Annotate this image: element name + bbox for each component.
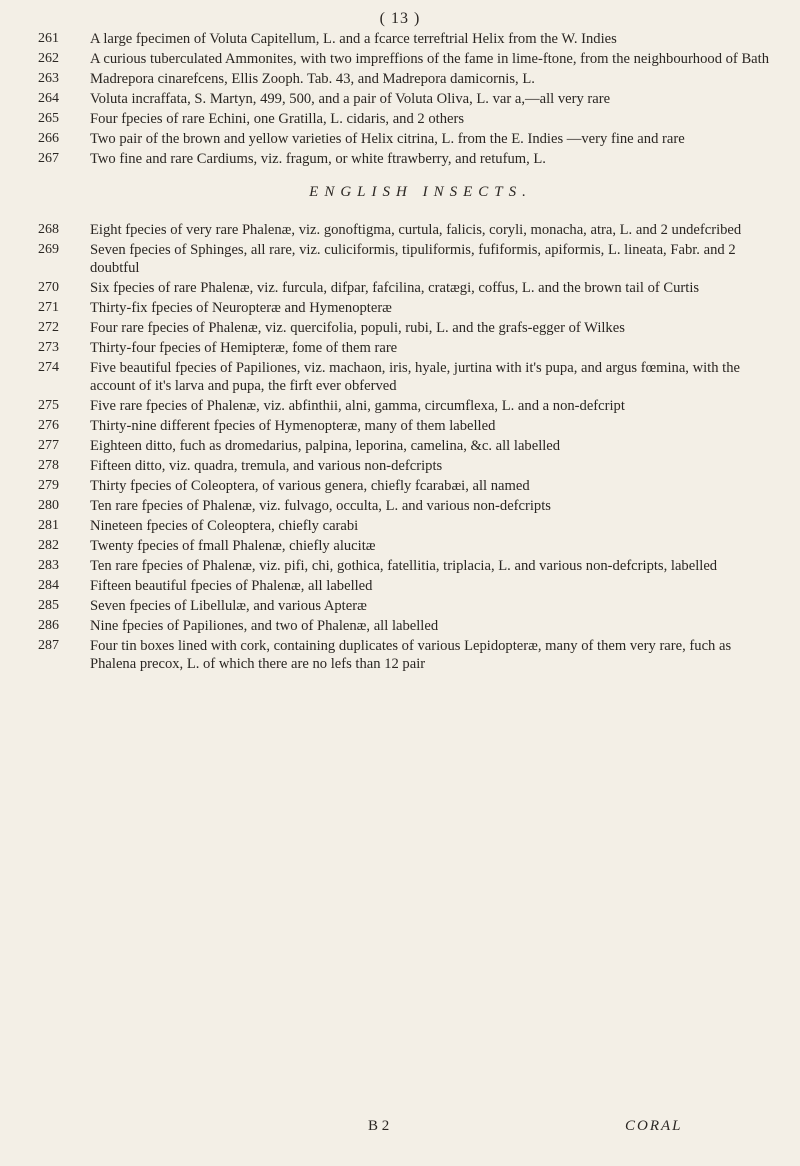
lot-description: Seven fpecies of Sphinges, all rare, viz. culiciformis, tipuliformis, fufiformis, apiformis, L. lineata, Fabr. and 2 doubtful: [90, 242, 736, 276]
lot-number: 275: [38, 398, 59, 413]
lot-entry: [38, 221, 773, 239]
lot-description: Four rare fpecies of Phalenæ, viz. quercifolia, populi, rubi, L. and the grafs-egger of Wilkes: [90, 320, 625, 336]
lot-number: 278: [38, 458, 59, 473]
lot-description: Four fpecies of rare Echini, one Gratilla, L. cidaris, and 2 others: [90, 111, 465, 127]
lot-number: 264: [38, 91, 59, 106]
lot-entry: [38, 477, 773, 495]
lot-number: 282: [38, 538, 59, 553]
lot-description: Thirty-nine different fpecies of Hymenopteræ, many of them labelled: [90, 418, 496, 434]
lot-description: Seven fpecies of Libellulæ, and various Apteræ: [90, 598, 367, 614]
section-heading: ENGLISH INSECTS.: [309, 184, 532, 200]
lot-entry: [38, 50, 773, 68]
lot-description: Madrepora cinarefcens, Ellis Zooph. Tab. 43, and Madrepora damicornis, L.: [90, 71, 535, 87]
shells-lots: [38, 30, 773, 168]
lot-number: 279: [38, 478, 59, 493]
lot-description: Nineteen fpecies of Coleoptera, chiefly carabi: [90, 518, 359, 534]
lot-number: 263: [38, 71, 59, 86]
lot-number: 268: [38, 222, 59, 237]
lot-list: [38, 30, 773, 675]
lot-number: 287: [38, 638, 59, 653]
lot-description: Fifteen beautiful fpecies of Phalenæ, all labelled: [90, 578, 373, 594]
lot-entry: [38, 150, 773, 168]
lot-description: Eight fpecies of very rare Phalenæ, viz. gonoftigma, curtula, falicis, coryli, monacha, atra, L. and 2 undefcribed: [90, 222, 742, 238]
lot-description: Eighteen ditto, fuch as dromedarius, palpina, leporina, camelina, &c. all labelled: [90, 438, 561, 454]
lot-number: 277: [38, 438, 59, 453]
lot-entry: [38, 637, 773, 673]
lot-number: 281: [38, 518, 59, 533]
catchword: CORAL: [625, 1118, 683, 1134]
lot-number: 285: [38, 598, 59, 613]
lot-entry: [38, 457, 773, 475]
lot-number: 265: [38, 111, 59, 126]
lot-number: 280: [38, 498, 59, 513]
lot-number: 262: [38, 51, 59, 66]
lot-entry: [38, 537, 773, 555]
lot-number: 261: [38, 31, 59, 46]
lot-number: 271: [38, 300, 59, 315]
page-number: ( 13 ): [379, 10, 421, 27]
lot-entry: [38, 497, 773, 515]
lot-description: Fifteen ditto, viz. quadra, tremula, and various non-defcripts: [90, 458, 443, 474]
lot-number: 266: [38, 131, 59, 146]
lot-number: 284: [38, 578, 59, 593]
lot-entry: [38, 517, 773, 535]
lot-description: Five rare fpecies of Phalenæ, viz. abfinthii, alni, gamma, circumflexa, L. and a non-defcript: [90, 398, 625, 414]
lot-entry: [38, 90, 773, 108]
lot-description: Six fpecies of rare Phalenæ, viz. furcula, difpar, fafcilina, cratægi, coffus, L. and the brown tail of Curtis: [90, 280, 700, 296]
insects-lots: [38, 221, 773, 673]
lot-entry: [38, 241, 773, 277]
lot-description: Ten rare fpecies of Phalenæ, viz. pifi, chi, gothica, fatellitia, triplacia, L. and various non-defcripts, labelled: [90, 558, 718, 574]
lot-number: 267: [38, 151, 59, 166]
lot-entry: [38, 319, 773, 337]
lot-entry: [38, 617, 773, 635]
lot-description: Thirty-four fpecies of Hemipteræ, fome of them rare: [90, 340, 398, 356]
lot-number: 276: [38, 418, 59, 433]
lot-entry: [38, 417, 773, 435]
lot-description: Five beautiful fpecies of Papiliones, viz. machaon, iris, hyale, jurtina with it's pupa, and argus fœmina, with the account of it's larva and pupa, the firft ever obferved: [90, 360, 741, 394]
lot-entry: [38, 299, 773, 317]
lot-entry: [38, 437, 773, 455]
lot-description: Four tin boxes lined with cork, containing duplicates of various Lepidopteræ, many of them very rare, fuch as Phalena precox, L. of which there are no lefs than 12 pair: [90, 638, 732, 672]
lot-description: Thirty-fix fpecies of Neuropteræ and Hymenopteræ: [90, 300, 392, 316]
lot-number: 269: [38, 242, 59, 257]
lot-entry: [38, 70, 773, 88]
lot-entry: [38, 279, 773, 297]
lot-entry: [38, 397, 773, 415]
lot-description: A large fpecimen of Voluta Capitellum, L. and a fcarce terreftrial Helix from the W. Indies: [90, 31, 617, 47]
lot-description: A curious tuberculated Ammonites, with two impreffions of the fame in lime-ftone, from the neighbourhood of Bath: [90, 51, 770, 67]
lot-description: Thirty fpecies of Coleoptera, of various genera, chiefly fcarabæi, all named: [90, 478, 530, 494]
lot-description: Two fine and rare Cardiums, viz. fragum, or white ftrawberry, and retufum, L.: [90, 151, 546, 167]
lot-number: 274: [38, 360, 59, 375]
lot-description: Voluta incraffata, S. Martyn, 499, 500, and a pair of Voluta Oliva, L. var a,—all very rare: [90, 91, 611, 107]
lot-entry: [38, 339, 773, 357]
lot-description: Twenty fpecies of fmall Phalenæ, chiefly alucitæ: [90, 538, 376, 554]
lot-entry: [38, 557, 773, 575]
lot-description: Nine fpecies of Papiliones, and two of Phalenæ, all labelled: [90, 618, 439, 634]
lot-entry: [38, 110, 773, 128]
lot-entry: [38, 597, 773, 615]
lot-number: 272: [38, 320, 59, 335]
lot-description: Ten rare fpecies of Phalenæ, viz. fulvago, occulta, L. and various non-defcripts: [90, 498, 551, 514]
lot-description: Two pair of the brown and yellow varieties of Helix citrina, L. from the E. Indies —very fine and rare: [90, 131, 685, 147]
lot-number: 273: [38, 340, 59, 355]
lot-entry: [38, 359, 773, 395]
lot-entry: [38, 130, 773, 148]
lot-number: 270: [38, 280, 59, 295]
lot-entry: [38, 577, 773, 595]
lot-number: 286: [38, 618, 59, 633]
lot-number: 283: [38, 558, 59, 573]
lot-entry: [38, 30, 773, 48]
printer-signature: B 2: [368, 1118, 390, 1134]
